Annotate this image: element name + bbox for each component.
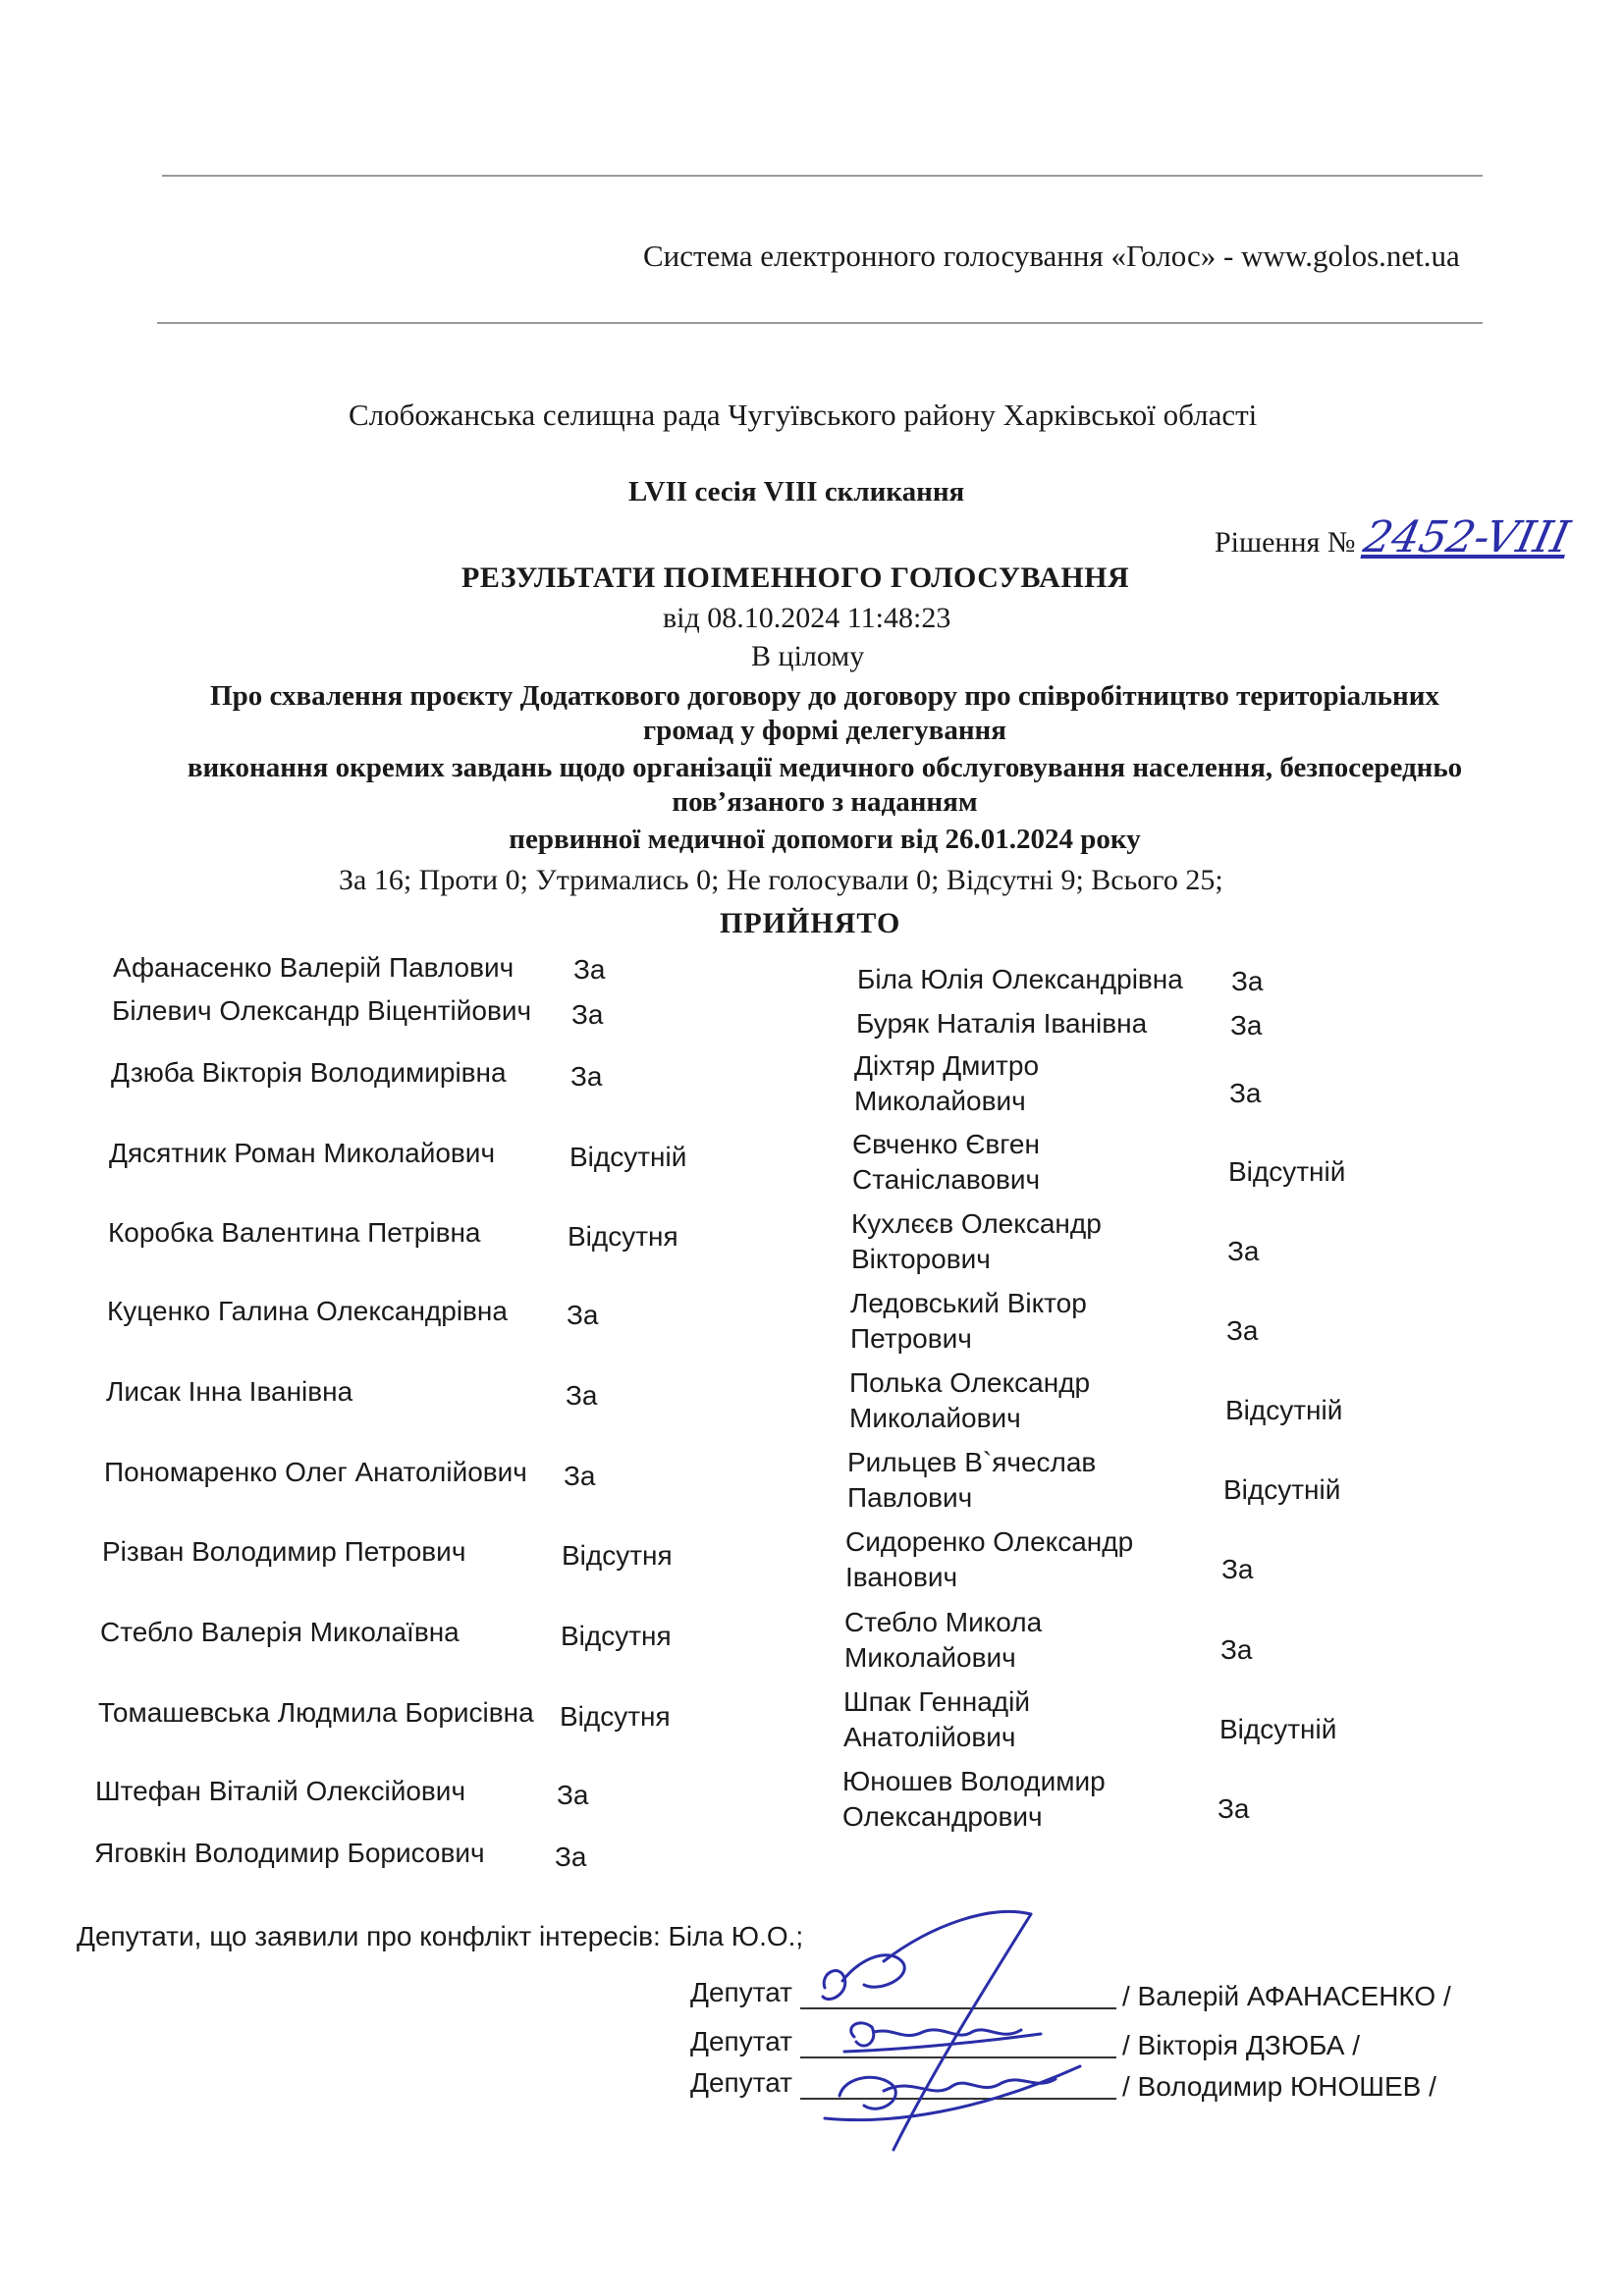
vote-value: За xyxy=(566,1380,598,1411)
council-name: Слобожанська селищна рада Чугуївського району Харківської області xyxy=(349,398,1258,432)
deputy-name: Білевич Олександр Віцентійович xyxy=(112,995,532,1026)
subject xyxy=(98,679,1551,857)
signature-dziuba xyxy=(844,2023,1041,2052)
vote-value: За xyxy=(1226,1315,1259,1346)
deputy-name-cont: Станіславович xyxy=(852,1164,1041,1195)
deputy-name: Шпак Геннадій xyxy=(843,1686,1030,1717)
session-label: LVII сесія VIII скликання xyxy=(628,476,965,507)
vote-value: Відсутній xyxy=(569,1142,687,1172)
vote-value: За xyxy=(555,1842,587,1872)
page-title: РЕЗУЛЬТАТИ ПОІМЕННОГО ГОЛОСУВАННЯ xyxy=(461,561,1130,594)
vote-value: За xyxy=(567,1300,599,1330)
subject-line-5: первинної медичної допомоги від 26.01.2024 року xyxy=(509,824,1141,855)
deputy-name: Стебло Микола xyxy=(844,1607,1043,1637)
subject-line-1: Про схвалення проєкту Додаткового договору до договору про співробітництво територіальних xyxy=(210,680,1439,712)
vote-value: Відсутній xyxy=(1219,1714,1337,1744)
deputy-name: Яговкін Володимир Борисович xyxy=(94,1838,485,1868)
vote-value: За xyxy=(1221,1554,1254,1584)
deputy-name: Томашевська Людмила Борисівна xyxy=(98,1697,534,1728)
result-status: ПРИЙНЯТО xyxy=(720,907,901,939)
deputy-name-cont: Іванович xyxy=(845,1562,958,1592)
deputy-name: Сидоренко Олександр xyxy=(845,1526,1134,1557)
deputy-name-cont: Петрович xyxy=(850,1323,972,1354)
decision-label: Рішення № xyxy=(1215,526,1356,559)
subject-line-2: громад у формі делегування xyxy=(643,715,1006,746)
vote-totals: За 16; Проти 0; Утримались 0; Не голосували 0; Відсутні 9; Всього 25; xyxy=(339,864,1223,896)
deputy-name: Біла Юлія Олександрівна xyxy=(857,964,1183,994)
signatory-name: / Володимир ЮНОШЕВ / xyxy=(1122,2071,1436,2102)
signature-afanasenko xyxy=(823,1911,1031,1999)
deputy-name-cont: Миколайович xyxy=(849,1403,1021,1433)
deputy-name-cont: Вікторович xyxy=(851,1244,991,1274)
bottom-rule xyxy=(157,322,1483,324)
vote-value: За xyxy=(557,1780,589,1810)
deputy-name: Стебло Валерія Миколаївна xyxy=(100,1617,460,1647)
subject-line-4: пов’язаного з наданням xyxy=(672,786,978,818)
vote-value: Відсутня xyxy=(562,1540,673,1571)
deputy-name: Куценко Галина Олександрівна xyxy=(107,1296,508,1326)
system-header: Система електронного голосування «Голос» - www.golos.net.ua xyxy=(643,239,1460,273)
subject-line-3: виконання окремих завдань щодо організації медичного обслуговування населення, безпосередньо xyxy=(187,752,1463,783)
deputy-name: Буряк Наталія Іванівна xyxy=(856,1008,1148,1039)
vote-date: від 08.10.2024 11:48:23 xyxy=(663,602,951,634)
deputy-name: Лисак Інна Іванівна xyxy=(106,1376,353,1407)
signature-role: Депутат xyxy=(690,1977,792,2007)
signatory-name: / Вікторія ДЗЮБА / xyxy=(1122,2030,1360,2060)
top-rule xyxy=(162,175,1483,177)
vote-value: За xyxy=(573,954,606,985)
vote-value: За xyxy=(570,1061,603,1092)
vote-value: За xyxy=(1220,1634,1253,1665)
vote-value: За xyxy=(1227,1236,1260,1266)
deputy-name: Афанасенко Валерій Павлович xyxy=(113,952,514,983)
deputy-name-cont: Миколайович xyxy=(844,1642,1016,1673)
deputy-name-cont: Олександрович xyxy=(842,1801,1043,1832)
deputy-name: Дзюба Вікторія Володимирівна xyxy=(111,1057,507,1088)
deputy-name: Різван Володимир Петрович xyxy=(102,1536,466,1567)
deputy-name: Дясятник Роман Миколайович xyxy=(109,1138,496,1168)
signature-role: Депутат xyxy=(690,2067,792,2098)
vote-value: Відсутній xyxy=(1223,1474,1341,1505)
vote-value: Відсутня xyxy=(568,1221,678,1252)
decision-number xyxy=(1215,512,1575,562)
signature-role: Депутат xyxy=(690,2026,792,2056)
conflict-of-interest: Депутати, що заявили про конфлікт інтересів: Біла Ю.О.; xyxy=(77,1921,804,1951)
vote-value: За xyxy=(1218,1793,1250,1824)
deputy-name: Полька Олександр xyxy=(849,1367,1091,1398)
signature-yunoshev xyxy=(825,2066,1080,2120)
deputy-name-cont: Анатолійович xyxy=(843,1722,1016,1752)
signatory-name: / Валерій АФАНАСЕНКО / xyxy=(1122,1981,1451,2011)
vote-value: Відсутня xyxy=(560,1701,671,1732)
deputy-name: Діхтяр Дмитро xyxy=(854,1050,1040,1081)
vote-value: За xyxy=(1229,1078,1262,1108)
deputy-name: Юношев Володимир xyxy=(842,1766,1106,1796)
deputy-name: Рильцев В`ячеслав xyxy=(847,1447,1097,1477)
deputy-name: Кухлєєв Олександр xyxy=(851,1208,1102,1239)
handwritten-signatures xyxy=(785,1895,1110,2169)
vote-value: За xyxy=(1231,966,1264,996)
deputy-name: Євченко Євген xyxy=(852,1129,1040,1159)
decision-handwritten-number: 2452-VIII xyxy=(1360,512,1575,562)
vote-value: За xyxy=(571,999,604,1030)
deputy-name: Пономаренко Олег Анатолійович xyxy=(104,1457,527,1487)
vote-value: Відсутній xyxy=(1228,1156,1346,1187)
vote-value: Відсутня xyxy=(561,1621,672,1651)
deputy-name: Ледовський Віктор xyxy=(850,1288,1087,1318)
deputy-name-cont: Миколайович xyxy=(854,1086,1026,1116)
vote-value: За xyxy=(564,1461,596,1491)
deputy-name: Штефан Віталій Олексійович xyxy=(95,1776,466,1806)
deputy-name-cont: Павлович xyxy=(847,1482,973,1513)
vote-value: Відсутній xyxy=(1225,1395,1343,1425)
deputy-name: Коробка Валентина Петрівна xyxy=(108,1217,481,1248)
vote-value: За xyxy=(1230,1010,1263,1041)
vote-scope: В цілому xyxy=(751,640,865,672)
